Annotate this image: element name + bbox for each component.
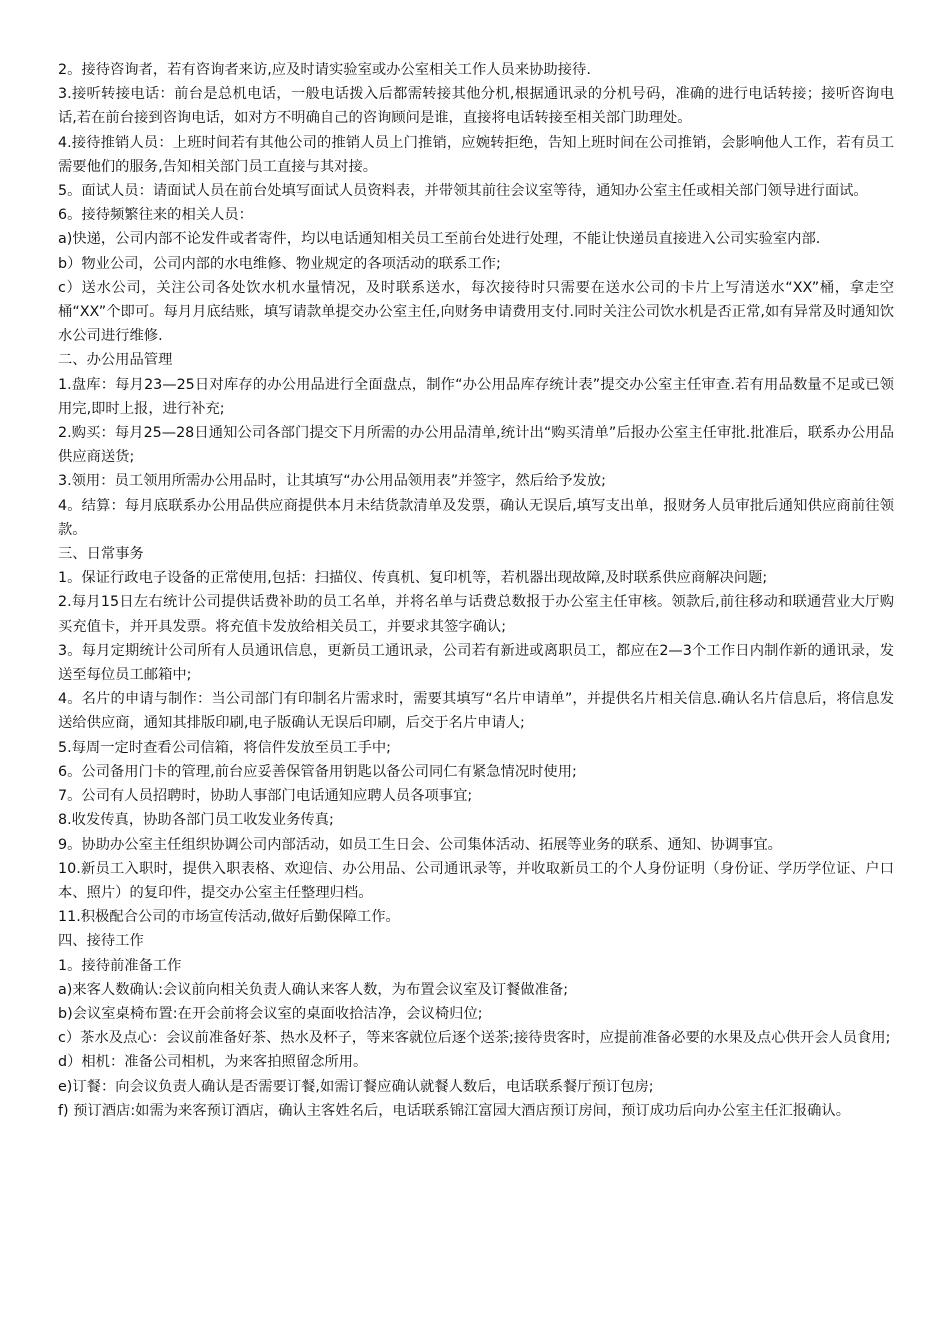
- paragraph: 8.收发传真，协助各部门员工收发业务传真;: [58, 812, 334, 829]
- paragraph: e)订餐：向会议负责人确认是否需要订餐,如需订餐应确认就餐人数后，电话联系餐厅预订包房;: [58, 1078, 654, 1095]
- paragraph: d）相机：准备公司相机，为来客拍照留念所用。: [58, 1054, 368, 1071]
- paragraph: f) 预订酒店:如需为来客预订酒店，确认主客姓名后，电话联系锦江富园大酒店预订房间，预订成功后向办公室主任汇报确认。: [58, 1102, 850, 1119]
- paragraph: 6。接待频繁往来的相关人员：: [58, 207, 253, 224]
- paragraph: 5.每周一定时查看公司信箱，将信件发放至员工手中;: [58, 739, 391, 756]
- paragraph: 2.购买：每月25—28日通知公司各部门提交下月所需的办公用品清单,统计出“购买清单”后报办公室主任审批.批准后，联系办公用品供应商送货;: [58, 425, 894, 466]
- paragraph: b)会议室桌椅布置:在开会前将会议室的桌面收拾洁净，会议椅归位;: [58, 1005, 483, 1022]
- paragraph: 1。保证行政电子设备的正常使用,包括：扫描仪、传真机、复印机等，若机器出现故障,及时联系供应商解决问题;: [58, 570, 768, 587]
- paragraph: 1.盘库：每月23—25日对库存的办公用品进行全面盘点，制作“办公用品库存统计表”提交办公室主任审查.若有用品数量不足或已领用完,即时上报，进行补充;: [58, 376, 894, 417]
- paragraph: 2.每月15日左右统计公司提供话费补助的员工名单，并将名单与话费总数报于办公室主任审核。领款后,前往移动和联通营业大厅购买充值卡，并开具发票。将充值卡发放给相关员工，并要求其签字确认;: [58, 594, 894, 635]
- section-heading: 三、日常事务: [58, 546, 144, 563]
- paragraph: b）物业公司，公司内部的水电维修、物业规定的各项活动的联系工作;: [58, 255, 501, 272]
- paragraph: 5。面试人员：请面试人员在前台处填写面试人员资料表，并带领其前往会议室等待，通知办公室主任或相关部门领导进行面试。: [58, 183, 868, 200]
- paragraph: 4。结算：每月底联系办公用品供应商提供本月未结货款清单及发票，确认无误后,填写支出单，报财务人员审批后通知供应商前往领款。: [58, 497, 894, 538]
- paragraph: 11.积极配合公司的市场宣传活动,做好后勤保障工作。: [58, 909, 400, 926]
- paragraph: c）茶水及点心：会议前准备好茶、热水及杯子，等来客就位后逐个送茶;接待贵客时，应提前准备必要的水果及点心供开会人员食用;: [58, 1030, 891, 1047]
- paragraph: 4。名片的申请与制作：当公司部门有印制名片需求时，需要其填写“名片申请单”，并提供名片相关信息.确认名片信息后，将信息发送给供应商，通知其排版印刷,电子版确认无误后印刷，后交于名片申请人;: [58, 691, 894, 732]
- paragraph: 3。每月定期统计公司所有人员通讯信息，更新员工通讯录，公司若有新进或离职员工，都应在2—3个工作日内制作新的通讯录，发送至每位员工邮箱中;: [58, 642, 894, 684]
- paragraph: 6。公司备用门卡的管理,前台应妥善保管备用钥匙以备公司同仁有紧急情况时使用;: [58, 763, 577, 780]
- paragraph: 3.接听转接电话：前台是总机电话，一般电话拨入后都需转接其他分机,根据通讯录的分机号码，准确的进行电话转接；接听咨询电话,若在前台接到咨询电话，如对方不明确自己的咨询顾问是谁，直接将电话转接至相关部门助理处。: [58, 86, 894, 127]
- paragraph: a)来客人数确认:会议前向相关负责人确认来客人数，为布置会议室及订餐做准备;: [58, 981, 569, 998]
- paragraph: c）送水公司，关注公司各处饮水机水量情况，及时联系送水，每次接待时只需要在送水公司的卡片上写清送水“XX”桶，拿走空桶“XX”个即可。每月月底结账，填写请款单提交办公室主任,向财务申请费用支付.同时关注公司饮水机是否正常,如有异常及时通知饮水公司进行维修.: [58, 279, 894, 345]
- section-heading: 二、办公用品管理: [58, 352, 173, 369]
- document-body: [58, 58, 894, 1123]
- paragraph: 7。公司有人员招聘时，协助人事部门电话通知应聘人员各项事宜;: [58, 788, 473, 805]
- paragraph: 2。接待咨询者，若有咨询者来访,应及时请实验室或办公室相关工作人员来协助接待.: [58, 62, 591, 78]
- paragraph: 4.接待推销人员：上班时间若有其他公司的推销人员上门推销，应婉转拒绝，告知上班时间在公司推销，会影响他人工作，若有员工需要他们的服务,告知相关部门员工直接与其对接。: [58, 134, 894, 175]
- section-heading: 四、接待工作: [58, 933, 144, 950]
- paragraph: 1。接待前准备工作: [58, 957, 182, 974]
- paragraph: 9。协助办公室主任组织协调公司内部活动，如员工生日会、公司集体活动、拓展等业务的联系、通知、协调事宜。: [58, 836, 782, 853]
- paragraph: 10.新员工入职时，提供入职表格、欢迎信、办公用品、公司通讯录等，并收取新员工的个人身份证明（身份证、学历学位证、户口本、照片）的复印件，提交办公室主任整理归档。: [58, 860, 894, 901]
- paragraph: a)快递，公司内部不论发件或者寄件，均以电话通知相关员工至前台处进行处理，不能让快递员直接进入公司实验室内部.: [58, 231, 821, 248]
- paragraph: 3.领用：员工领用所需办公用品时，让其填写“办公用品领用表”并签字，然后给予发放;: [58, 473, 606, 490]
